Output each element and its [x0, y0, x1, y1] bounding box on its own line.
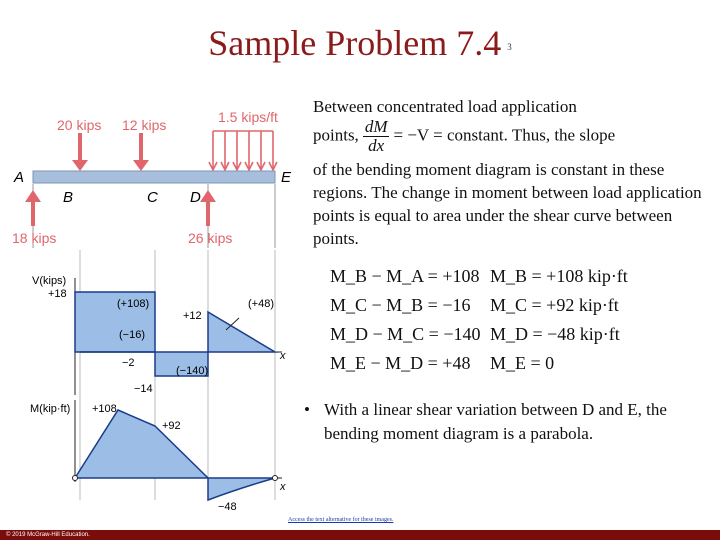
- shear-area-108: (+108): [117, 298, 150, 310]
- load-arrow-20kips: [72, 133, 88, 171]
- equation-left: M_B − M_A = +108: [330, 266, 480, 286]
- equation-right: M_C = +92 kip·ft: [490, 295, 619, 315]
- shear-area-neg140: (−140): [176, 365, 209, 377]
- title-text: Sample Problem 7.4: [208, 23, 502, 63]
- point-label-d: D: [190, 189, 201, 206]
- moment-diagram: [73, 400, 283, 500]
- shear-value-neg2: −2: [122, 357, 135, 369]
- copyright-text: © 2019 McGraw-Hill Education.: [6, 532, 90, 538]
- bullet-point: [300, 398, 670, 446]
- page-number: 3: [507, 41, 512, 52]
- paragraph-line2: [313, 118, 703, 155]
- reaction-arrow-a: [25, 190, 41, 226]
- fraction-numerator: dM: [364, 117, 388, 136]
- point-label-c: C: [147, 189, 158, 206]
- distributed-load-arrows: [209, 131, 277, 170]
- moment-value-108: +108: [92, 403, 117, 415]
- load-label-20kips: 20 kips: [57, 117, 102, 133]
- paragraph-points-text: points,: [313, 125, 359, 145]
- load-label-distributed: 1.5 kips/ft: [218, 109, 278, 125]
- point-label-b: B: [63, 189, 74, 206]
- equation-rest: = −V = constant.: [393, 125, 508, 145]
- moment-x-label: x: [280, 481, 286, 493]
- bullet-icon: •: [304, 400, 310, 419]
- equation-row: [330, 349, 628, 378]
- fraction-denominator: dx: [368, 136, 385, 155]
- reaction-label-a: 18 kips: [12, 230, 57, 246]
- equation-left: M_D − M_C = −140: [330, 324, 481, 344]
- equation-row: [330, 291, 628, 320]
- moment-value-neg48: −48: [218, 501, 237, 513]
- equation-left: M_C − M_B = −16: [330, 295, 471, 315]
- shear-axis-label: V(kips): [32, 275, 67, 287]
- dm-dx-fraction: [363, 118, 390, 155]
- shear-value-12: +12: [183, 310, 202, 322]
- shear-value-neg14: −14: [134, 383, 153, 395]
- text-alternative-link[interactable]: Access the text alternative for these images.: [288, 517, 394, 523]
- moment-equations: [330, 262, 628, 378]
- moment-axis-label: M(kip·ft): [30, 403, 71, 415]
- shear-area-48: (+48): [248, 298, 274, 310]
- beam: [33, 171, 275, 183]
- point-label-e: E: [281, 169, 292, 186]
- shear-x-label: x: [280, 350, 286, 362]
- shear-diagram: [75, 278, 282, 395]
- equation-right: M_B = +108 kip·ft: [490, 266, 628, 286]
- reaction-arrow-d: [200, 190, 216, 226]
- point-label-a: A: [14, 169, 25, 186]
- paragraph-line1: Between concentrated load application: [313, 97, 577, 116]
- load-arrow-12kips: [133, 133, 149, 171]
- equation-right: M_E = 0: [490, 353, 555, 373]
- paragraph-intro: [313, 95, 703, 155]
- shear-value-18: +18: [48, 288, 67, 300]
- equation-row: [330, 262, 628, 291]
- equation-right: M_D = −48 kip·ft: [490, 324, 620, 344]
- bullet-text: With a linear shear variation between D and E, the bending moment diagram is a parabola.: [324, 400, 667, 443]
- reaction-label-d: 26 kips: [188, 230, 233, 246]
- footer-bar: [0, 530, 720, 540]
- equation-row: [330, 320, 628, 349]
- equation-left: M_E − M_D = +48: [330, 353, 471, 373]
- shear-area-neg16: (−16): [119, 329, 145, 341]
- paragraph-continuation: of the bending moment diagram is constant in these regions. The change in moment between load application points is equal to area under the shear curve between points.: [313, 160, 702, 248]
- load-label-12kips: 12 kips: [122, 117, 167, 133]
- paragraph-slope-text: Thus, the slope: [511, 125, 616, 145]
- moment-value-92: +92: [162, 420, 181, 432]
